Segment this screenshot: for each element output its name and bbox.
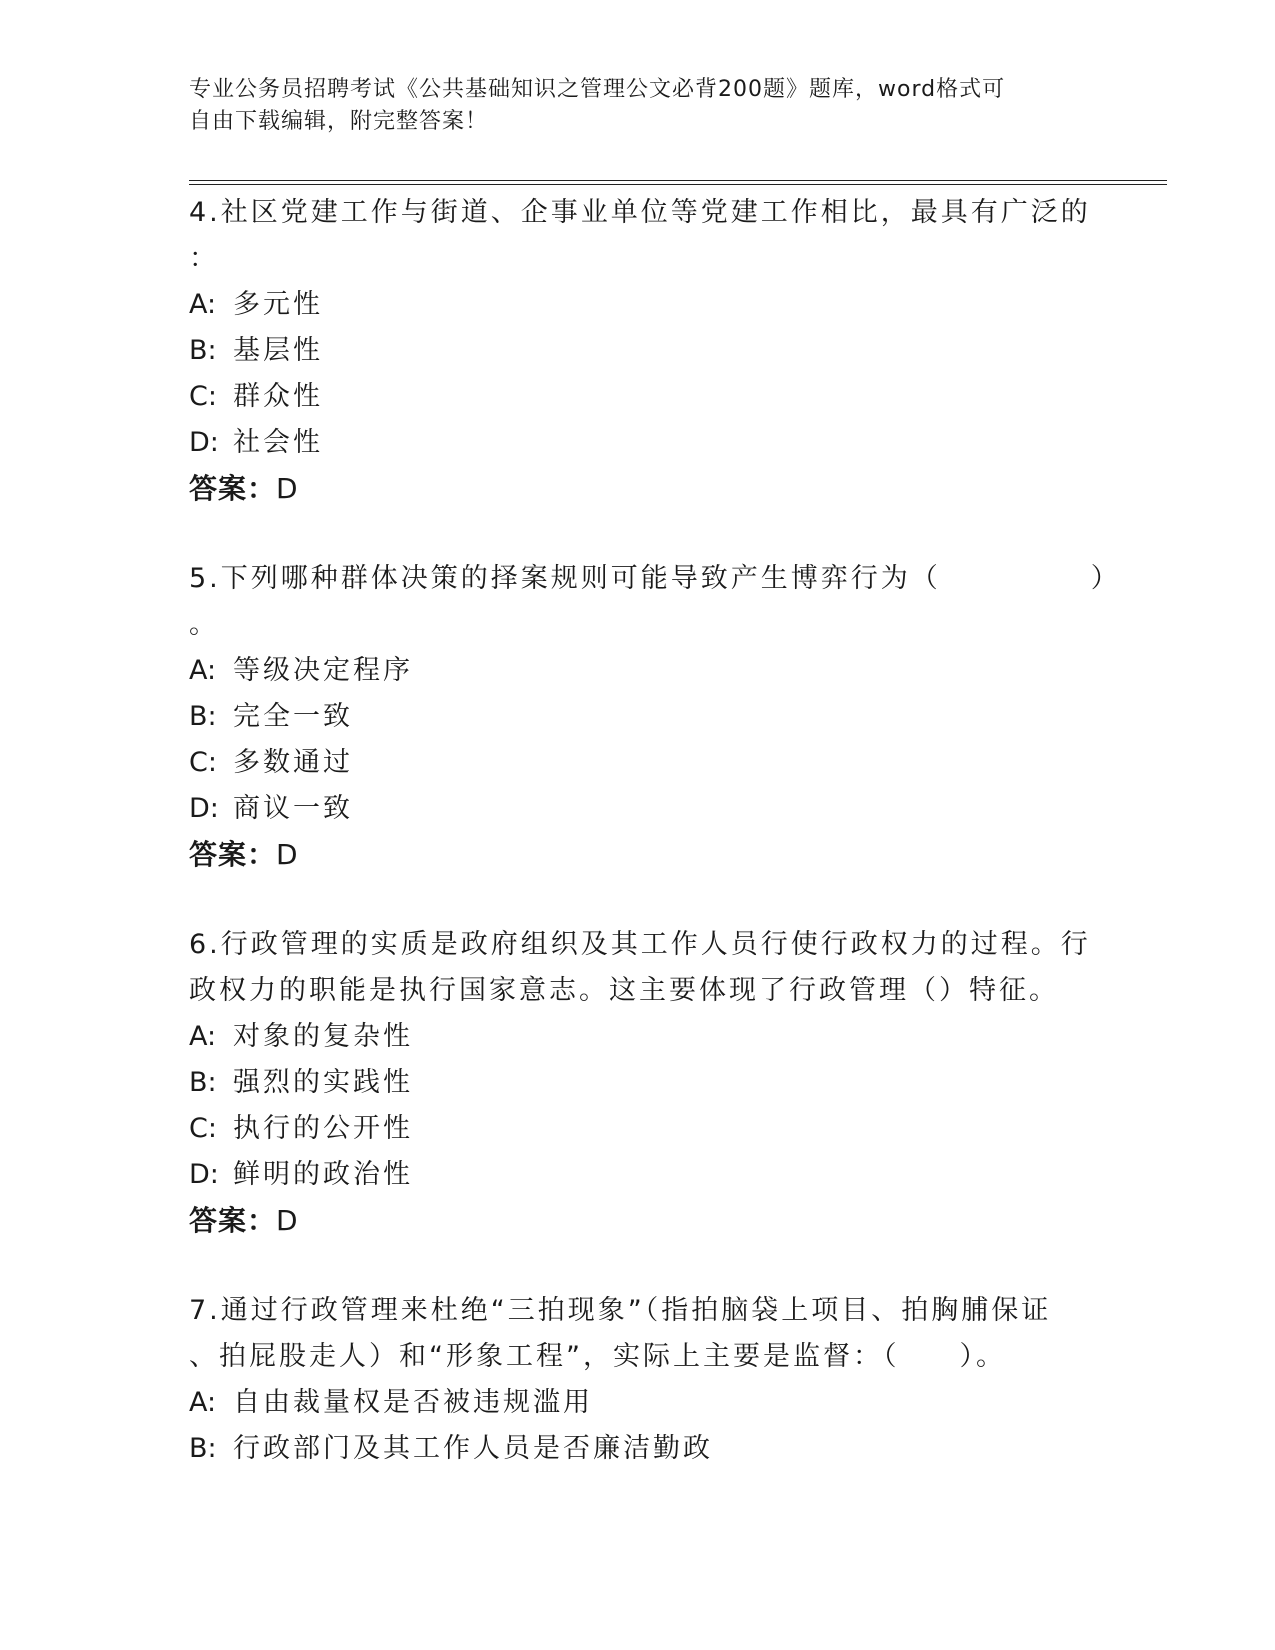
- question-stem-line: 6.行政管理的实质是政府组织及其工作人员行使行政权力的过程。行: [189, 929, 1091, 960]
- option-key: B:: [189, 1433, 217, 1464]
- option-c: [189, 374, 1089, 420]
- answer-line: [189, 1198, 1089, 1244]
- option-d: [189, 786, 1089, 832]
- option-key: D:: [189, 1159, 219, 1190]
- header-line-1: 专业公务员招聘考试《公共基础知识之管理公文必背200题》题库，word格式可: [189, 77, 1006, 102]
- option-d: [189, 1152, 1089, 1198]
- option-key: D:: [189, 427, 219, 458]
- answer-label: 答案：: [189, 1204, 277, 1237]
- option-d: [189, 420, 1089, 466]
- option-text: 基层性: [233, 335, 323, 366]
- option-text: 鲜明的政治性: [233, 1159, 413, 1190]
- option-text: 多数通过: [233, 747, 353, 778]
- answer-value: D: [276, 838, 299, 871]
- option-a: [189, 1014, 1089, 1060]
- question-stem-line: ：: [189, 243, 219, 274]
- option-text: 完全一致: [233, 701, 353, 732]
- option-c: [189, 740, 1089, 786]
- option-a: [189, 1380, 1089, 1426]
- question-stem-line: 政权力的职能是执行国家意志。这主要体现了行政管理（）特征。: [189, 975, 1059, 1006]
- header-divider-bottom: [189, 184, 1167, 185]
- question-stem-line: 5.下列哪种群体决策的择案规则可能导致产生博弈行为（ ）: [189, 563, 1121, 594]
- option-text: 多元性: [233, 289, 323, 320]
- document-header: [189, 74, 1069, 138]
- answer-label: 答案：: [189, 472, 277, 505]
- option-b: [189, 1426, 1089, 1472]
- header-divider-top: [189, 180, 1167, 181]
- answer-label: 答案：: [189, 838, 277, 871]
- option-key: B:: [189, 701, 217, 732]
- question-stem-line: 4.社区党建工作与街道、企事业单位等党建工作相比，最具有广泛的: [189, 197, 1091, 228]
- answer-value: D: [276, 472, 299, 505]
- option-key: D:: [189, 793, 219, 824]
- option-text: 自由裁量权是否被违规滥用: [233, 1387, 593, 1418]
- option-text: 等级决定程序: [233, 655, 413, 686]
- option-key: A:: [189, 1021, 217, 1052]
- question-stem-line: 7.通过行政管理来杜绝“三拍现象”（指拍脑袋上项目、拍胸脯保证: [189, 1295, 1052, 1326]
- option-key: A:: [189, 1387, 217, 1418]
- option-text: 执行的公开性: [233, 1113, 413, 1144]
- answer-line: [189, 466, 1089, 512]
- option-text: 对象的复杂性: [233, 1021, 413, 1052]
- question-stem-line: 、拍屁股走人）和“形象工程”，实际上主要是监督：（ ）。: [189, 1341, 1006, 1372]
- header-line-2: 自由下载编辑，附完整答案！: [189, 109, 489, 134]
- option-text: 社会性: [233, 427, 323, 458]
- question-5: [189, 556, 1121, 878]
- question-6: [189, 922, 1089, 1244]
- option-b: [189, 328, 1089, 374]
- option-text: 群众性: [233, 381, 323, 412]
- option-b: [189, 694, 1089, 740]
- question-4: [189, 190, 1089, 512]
- question-list: [189, 190, 1121, 1516]
- option-a: [189, 282, 1089, 328]
- option-text: 商议一致: [233, 793, 353, 824]
- option-text: 行政部门及其工作人员是否廉洁勤政: [233, 1433, 713, 1464]
- option-key: B:: [189, 335, 217, 366]
- answer-value: D: [276, 1204, 299, 1237]
- option-key: B:: [189, 1067, 217, 1098]
- option-a: [189, 648, 1089, 694]
- question-7: [189, 1288, 1089, 1472]
- option-b: [189, 1060, 1089, 1106]
- option-key: C:: [189, 747, 217, 778]
- option-key: C:: [189, 1113, 217, 1144]
- option-key: A:: [189, 289, 217, 320]
- option-text: 强烈的实践性: [233, 1067, 413, 1098]
- answer-line: [189, 832, 1089, 878]
- question-stem-line: 。: [189, 609, 219, 640]
- option-key: C:: [189, 381, 217, 412]
- option-c: [189, 1106, 1089, 1152]
- option-key: A:: [189, 655, 217, 686]
